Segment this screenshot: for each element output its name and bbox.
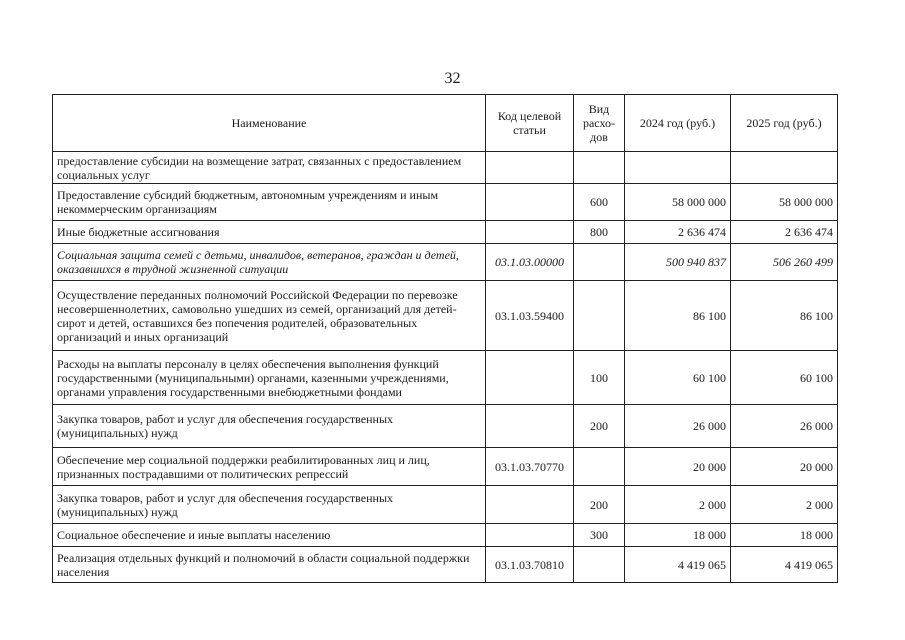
cell-code (486, 351, 574, 405)
cell-name: Осуществление переданных полномочий Российской Федерации по перевозке несовершеннолетних, самовольно ушедших из семей, организаций для детей-сирот и детей, оставшихся без попечения родителей, образовательных организаций и иных организаций (53, 281, 486, 351)
budget-table (52, 94, 838, 583)
cell-name: Обеспечение мер социальной поддержки реабилитированных лиц и лиц, признанных пострадавшими от политических репрессий (53, 448, 486, 486)
cell-2025: 58 000 000 (731, 184, 838, 221)
header-row (53, 95, 838, 152)
cell-2024: 18 000 (625, 524, 731, 547)
cell-code (486, 405, 574, 448)
page-number: 32 (444, 70, 461, 87)
cell-name: Закупка товаров, работ и услуг для обеспечения государственных (муниципальных) нужд (53, 405, 486, 448)
cell-2024: 26 000 (625, 405, 731, 448)
cell-name: Расходы на выплаты персоналу в целях обеспечения выполнения функций государственными (муниципальными) органами, казенными учреждениями, органами управления государственными внебюджетными фондами (53, 351, 486, 405)
cell-2024 (625, 152, 731, 184)
cell-vr: 300 (574, 524, 625, 547)
header-name: Наименование (53, 95, 486, 152)
table-row (53, 152, 838, 184)
cell-vr (574, 244, 625, 281)
cell-name: Социальная защита семей с детьми, инвалидов, ветеранов, граждан и детей, оказавшихся в трудной жизненной ситуации (53, 244, 486, 281)
cell-2025: 18 000 (731, 524, 838, 547)
cell-2024: 2 636 474 (625, 221, 731, 244)
header-2025: 2025 год (руб.) (731, 95, 838, 152)
cell-2024: 60 100 (625, 351, 731, 405)
cell-code (486, 524, 574, 547)
table-row (53, 547, 838, 583)
cell-code: 03.1.03.70770 (486, 448, 574, 486)
cell-code (486, 184, 574, 221)
cell-2024: 2 000 (625, 486, 731, 524)
table-row (53, 405, 838, 448)
table-row (53, 524, 838, 547)
cell-name: предоставление субсидии на возмещение затрат, связанных с предоставлением социальных услуг (53, 152, 486, 184)
cell-code (486, 221, 574, 244)
cell-2025: 2 000 (731, 486, 838, 524)
cell-2024: 58 000 000 (625, 184, 731, 221)
cell-vr: 200 (574, 405, 625, 448)
cell-2025: 4 419 065 (731, 547, 838, 583)
cell-code: 03.1.03.59400 (486, 281, 574, 351)
header-2024: 2024 год (руб.) (625, 95, 731, 152)
cell-name: Предоставление субсидий бюджетным, автономным учреждениям и иным некоммерческим организациям (53, 184, 486, 221)
cell-vr: 200 (574, 486, 625, 524)
cell-code (486, 152, 574, 184)
cell-2024: 500 940 837 (625, 244, 731, 281)
table-body (53, 152, 838, 583)
cell-vr (574, 152, 625, 184)
cell-2025: 60 100 (731, 351, 838, 405)
cell-code: 03.1.03.70810 (486, 547, 574, 583)
cell-2024: 4 419 065 (625, 547, 731, 583)
cell-name: Реализация отдельных функций и полномочий в области социальной поддержки населения (53, 547, 486, 583)
cell-code (486, 486, 574, 524)
cell-vr (574, 448, 625, 486)
cell-2025: 506 260 499 (731, 244, 838, 281)
cell-2024: 86 100 (625, 281, 731, 351)
cell-2025 (731, 152, 838, 184)
table-row (53, 244, 838, 281)
cell-vr (574, 281, 625, 351)
cell-2024: 20 000 (625, 448, 731, 486)
table-row (53, 184, 838, 221)
cell-2025: 26 000 (731, 405, 838, 448)
table-row (53, 221, 838, 244)
table-row (53, 486, 838, 524)
cell-vr: 100 (574, 351, 625, 405)
cell-2025: 20 000 (731, 448, 838, 486)
header-code: Код целевой статьи (486, 95, 574, 152)
table-row (53, 448, 838, 486)
cell-vr (574, 547, 625, 583)
cell-code: 03.1.03.00000 (486, 244, 574, 281)
header-vr: Вид расхо-дов (574, 95, 625, 152)
cell-vr: 600 (574, 184, 625, 221)
cell-2025: 2 636 474 (731, 221, 838, 244)
table-row (53, 281, 838, 351)
cell-name: Закупка товаров, работ и услуг для обеспечения государственных (муниципальных) нужд (53, 486, 486, 524)
table-row (53, 351, 838, 405)
cell-vr: 800 (574, 221, 625, 244)
cell-name: Социальное обеспечение и иные выплаты населению (53, 524, 486, 547)
cell-2025: 86 100 (731, 281, 838, 351)
cell-name: Иные бюджетные ассигнования (53, 221, 486, 244)
